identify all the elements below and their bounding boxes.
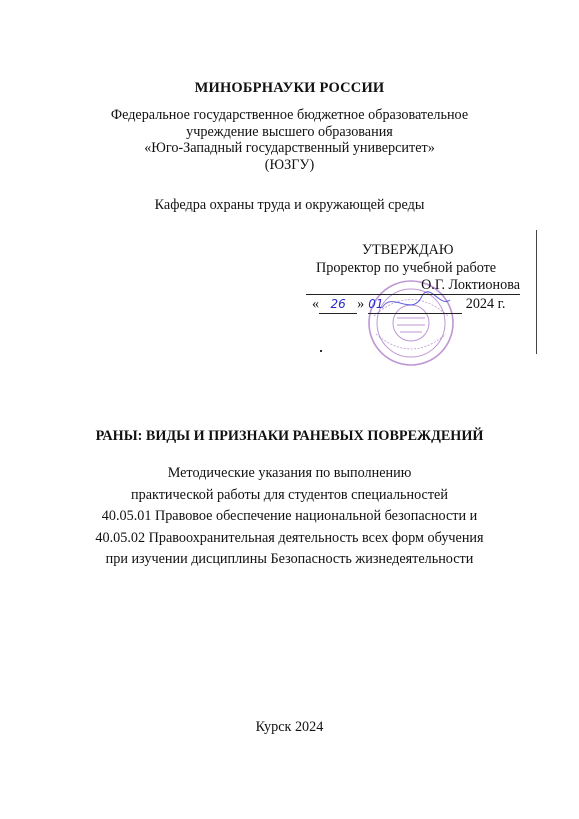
institution-line: «Юго-Западный государственный университет» — [144, 140, 435, 157]
institution-line: (ЮЗГУ) — [264, 156, 315, 173]
document-title: РАНЫ: ВИДЫ И ПРИЗНАКИ РАНЕВЫХ ПОВРЕЖДЕНИЙ — [95, 428, 484, 444]
description-line: при изучении дисциплины Безопасность жизнедеятельности — [105, 551, 474, 567]
date-quote-close: » — [357, 296, 365, 312]
description-line: 40.05.01 Правовое обеспечение национальной безопасности и — [101, 508, 478, 524]
date-quote-open: « — [312, 296, 320, 312]
approval-date — [312, 296, 505, 314]
ministry-heading: МИНОБРНАУКИ РОССИИ — [194, 80, 385, 96]
institution-block — [0, 107, 579, 173]
institution-line: Федеральное государственное бюджетное образовательное — [110, 107, 469, 123]
date-year: 2024 г. — [465, 296, 506, 312]
description-line: 40.05.02 Правоохранительная деятельность всех форм обучения — [95, 529, 484, 546]
approver-name: О.Г. Локтионова — [306, 277, 520, 295]
description-line: Методические указания по выполнению — [167, 465, 412, 481]
date-day: 26 — [319, 296, 357, 314]
description-line: практической работы для студентов специальностей — [131, 486, 448, 503]
mark-dot — [320, 350, 322, 352]
date-month: 01 — [368, 296, 462, 314]
city-year: Курск 2024 — [255, 719, 324, 735]
department-name: Кафедра охраны труда и окружающей среды — [154, 197, 425, 213]
document-description — [0, 463, 579, 571]
approval-block — [290, 230, 537, 354]
institution-line: учреждение высшего образования — [186, 123, 393, 140]
approver-position: Проректор по учебной работе — [316, 260, 497, 276]
approval-heading: УТВЕРЖДАЮ — [362, 242, 454, 258]
